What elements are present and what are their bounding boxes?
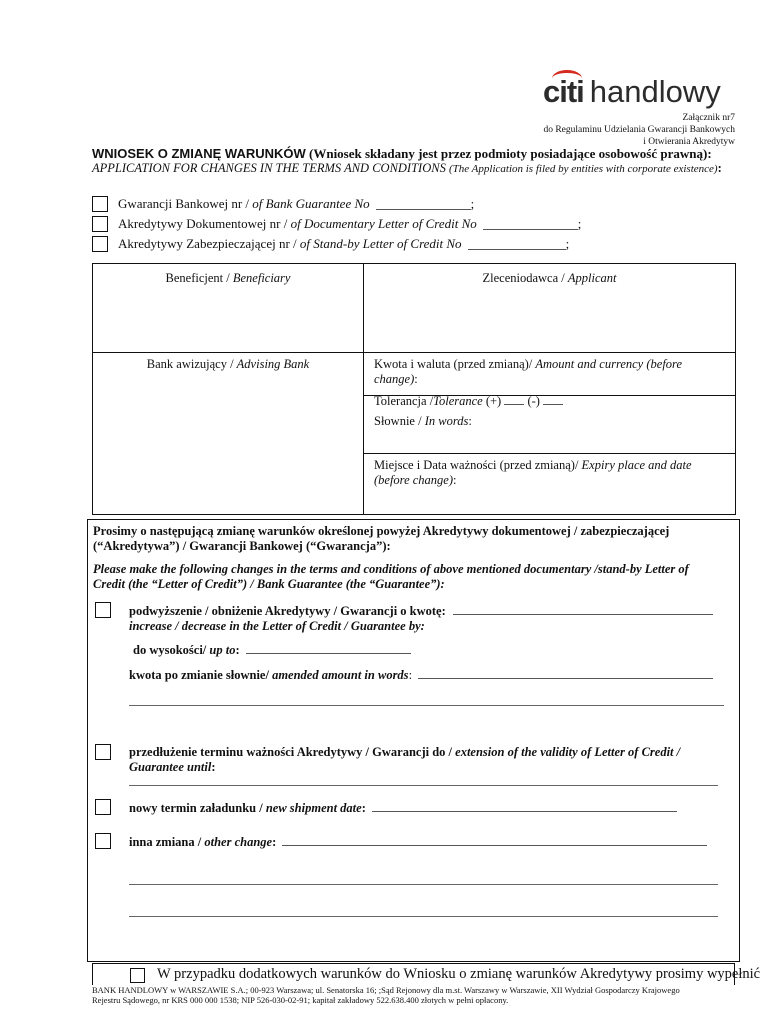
shipment-pl: nowy termin załadunku / <box>129 801 266 815</box>
checkbox-amount-change[interactable] <box>95 602 111 618</box>
tolerance-plus: (+) <box>485 394 502 408</box>
advising-bank-cell[interactable] <box>93 357 363 372</box>
tolerance-row[interactable] <box>374 393 724 409</box>
checkbox-bank-guarantee[interactable] <box>92 196 108 212</box>
words-label-en: In words <box>424 414 469 428</box>
applicant-cell[interactable] <box>364 271 735 286</box>
option-documentary-lc[interactable] <box>92 216 581 232</box>
amended-words-row <box>129 667 729 683</box>
option-bank-guarantee[interactable] <box>92 196 474 212</box>
annex-line-2: do Regulaminu Udzielania Gwarancji Bankowych <box>543 125 735 135</box>
tolerance-minus-field[interactable] <box>543 393 563 405</box>
logo-arc-icon <box>552 70 582 87</box>
other-change-line-2[interactable] <box>129 884 718 885</box>
up-to-field[interactable] <box>246 642 411 654</box>
advising-label-pl: Bank awizujący / <box>146 357 237 371</box>
amount-currency-cell[interactable] <box>374 357 724 387</box>
table-divider <box>364 453 735 454</box>
extension-en: extension of the validity of Letter of Credit / Guarantee until <box>129 745 681 774</box>
checkbox-shipment[interactable] <box>95 799 111 815</box>
amended-words-colon: : <box>408 668 413 682</box>
annex-line-1: Załącznik nr7 <box>682 113 735 123</box>
expiry-cell[interactable] <box>374 458 724 488</box>
in-words-cell[interactable] <box>374 414 724 429</box>
additional-conditions-text: W przypadku dodatkowych warunków do Wniosku o zmianę warunków Akredytywy prosimy wypełnić <box>157 966 761 982</box>
extension-pl: przedłużenie terminu ważności Akredytywy / Gwarancji do / <box>129 745 456 759</box>
table-divider-row <box>93 352 735 353</box>
parties-table <box>92 263 736 515</box>
checkbox-standby-lc[interactable] <box>92 236 108 252</box>
checkbox-documentary-lc[interactable] <box>92 216 108 232</box>
title-pl: WNIOSEK O ZMIANĘ WARUNKÓW <box>92 146 306 161</box>
extension-field[interactable] <box>129 785 718 786</box>
option-end: ; <box>577 216 582 231</box>
checkbox-other-change[interactable] <box>95 833 111 849</box>
option-end: ; <box>470 196 475 211</box>
tolerance-label-pl: Tolerancja / <box>374 394 434 408</box>
option-label-en: of Bank Guarantee No <box>252 196 370 211</box>
advising-label-en: Advising Bank <box>236 357 310 371</box>
shipment-item <box>129 800 729 816</box>
form-title <box>92 146 732 177</box>
amended-words-pl: kwota po zmianie słownie/ <box>129 668 273 682</box>
other-change-item <box>129 834 729 850</box>
title-pl-note: (Wniosek składany jest przez podmioty posiadające osobowość prawną): <box>309 146 712 161</box>
option-label-pl: Gwarancji Bankowej nr / <box>118 196 250 211</box>
tolerance-label-en: Tolerance <box>433 394 483 408</box>
beneficiary-label-en: Beneficiary <box>232 271 291 285</box>
amount-colon: : <box>414 372 418 386</box>
logo-brand: citi <box>543 74 584 110</box>
title-colon: : <box>717 161 722 175</box>
tolerance-plus-field[interactable] <box>504 393 524 405</box>
footer-line-2: Rejestru Sądowego, nr KRS 000 000 1538; NIP 526-030-02-91; kapitał zakładowy 522.638.400 złotych w pełni opłacony. <box>92 995 509 1005</box>
additional-conditions-box <box>92 963 761 985</box>
guarantee-number-field[interactable] <box>376 198 471 210</box>
option-end: ; <box>565 236 570 251</box>
title-en-note: (The Application is filed by entities with corporate existence) <box>448 163 718 175</box>
beneficiary-label-pl: Beneficjent / <box>165 271 233 285</box>
request-pl: Prosimy o następującą zmianę warunków określonej powyżej Akredytywy dokumentowej / zabezpieczającej (“Akredytywa”) / Gwarancji Bankowej (“Gwarancja”): <box>93 524 670 553</box>
standby-lc-number-field[interactable] <box>468 238 566 250</box>
option-label-en: of Documentary Letter of Credit No <box>290 216 477 231</box>
shipment-en: new shipment date <box>265 801 362 815</box>
shipment-colon: : <box>361 801 366 815</box>
tolerance-minus: (-) <box>527 394 540 408</box>
extension-item <box>129 745 729 775</box>
other-change-pl: inna zmiana / <box>129 835 205 849</box>
up-to-row <box>133 642 533 658</box>
citi-handlowy-logo <box>543 74 721 110</box>
option-standby-lc[interactable] <box>92 236 569 252</box>
option-label-pl: Akredytywy Dokumentowej nr / <box>118 216 288 231</box>
expiry-colon: : <box>453 473 457 487</box>
logo-name: handlowy <box>589 74 721 109</box>
amount-change-field[interactable] <box>453 603 713 615</box>
amount-change-pl: podwyższenie / obniżenie Akredytywy / Gwarancji o kwotę: <box>129 604 446 618</box>
annex-line-3: i Otwierania Akredytyw <box>643 137 735 147</box>
amended-words-line-2[interactable] <box>129 705 724 706</box>
checkbox-extension[interactable] <box>95 744 111 760</box>
applicant-label-pl: Zleceniodawca / <box>482 271 568 285</box>
extension-colon: : <box>211 760 216 774</box>
changes-panel <box>87 519 740 962</box>
documentary-lc-number-field[interactable] <box>483 218 578 230</box>
footer-line-1: BANK HANDLOWY w WARSZAWIE S.A.; 00-923 Warszawa; ul. Senatorska 16; ;Sąd Rejonowy dla m.st. Warszawy w Warszawie, XII Wydział Gospodarczy Krajowego <box>92 985 680 995</box>
shipment-field[interactable] <box>372 800 677 812</box>
words-colon: : <box>468 414 472 428</box>
expiry-label-pl: Miejsce i Data ważności (przed zmianą)/ <box>374 458 582 472</box>
checkbox-additional-conditions[interactable] <box>130 968 145 983</box>
request-en: Please make the following changes in the terms and conditions of above mentioned documentary /stand-by Letter of Credit (the “Letter of Credit”) / Bank Guarantee (the “Guarantee”): <box>93 562 689 591</box>
option-label-en: of Stand-by Letter of Credit No <box>299 236 462 251</box>
beneficiary-cell[interactable] <box>93 271 363 286</box>
amended-words-field[interactable] <box>418 667 713 679</box>
footer <box>92 985 732 1005</box>
expiry-label-en: Expiry place and date (before change) <box>374 458 692 487</box>
title-en: APPLICATION FOR CHANGES IN THE TERMS AND CONDITIONS <box>92 161 446 175</box>
words-label-pl: Słownie / <box>374 414 425 428</box>
up-to-colon: : <box>235 643 240 657</box>
up-to-pl: do wysokości/ <box>133 643 210 657</box>
other-change-colon: : <box>272 835 277 849</box>
amount-label-en: Amount and currency (before change) <box>374 357 682 386</box>
other-change-line-3[interactable] <box>129 916 718 917</box>
option-label-pl: Akredytywy Zabezpieczającej nr / <box>118 236 297 251</box>
annex-note <box>543 112 735 148</box>
amended-words-en: amended amount in words <box>272 668 409 682</box>
amount-change-en: increase / decrease in the Letter of Credit / Guarantee by: <box>129 619 425 633</box>
other-change-field[interactable] <box>282 834 707 846</box>
applicant-label-en: Applicant <box>567 271 617 285</box>
amount-label-pl: Kwota i waluta (przed zmianą)/ <box>374 357 536 371</box>
up-to-en: up to <box>209 643 236 657</box>
amount-change-item <box>129 603 729 634</box>
other-change-en: other change <box>204 835 273 849</box>
table-divider-vertical <box>363 264 364 514</box>
